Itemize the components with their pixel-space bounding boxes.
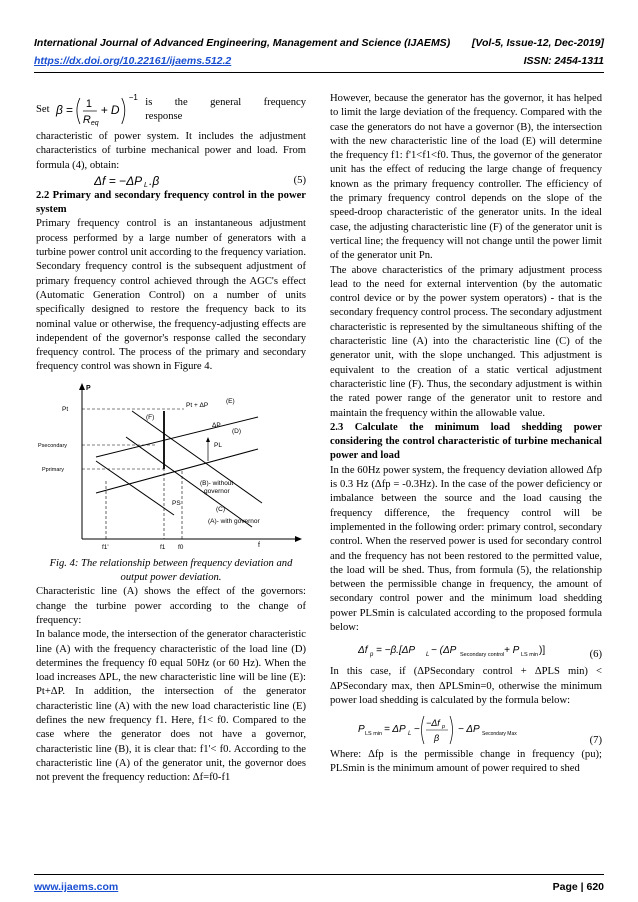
- beta-definition: [36, 92, 306, 128]
- eq6-number: (6): [589, 649, 602, 661]
- svg-text:−: −: [414, 724, 420, 736]
- svg-text:p: p: [442, 724, 446, 731]
- ptdp-label: Pt + ΔP: [186, 401, 209, 409]
- beta-formula: [50, 92, 140, 128]
- page-number: Page | 620: [552, 881, 604, 893]
- D-label: (D): [232, 427, 242, 435]
- svg-text:)]: )]: [539, 645, 546, 657]
- line-C: [132, 411, 262, 503]
- figure-caption: Fig. 4: The relationship between frequency deviation and output power deviation.: [49, 557, 293, 584]
- svg-text:− ΔP: − ΔP: [458, 724, 480, 736]
- svg-text:−1: −1: [128, 93, 138, 103]
- svg-text:L: L: [408, 731, 412, 738]
- PS-label: PS: [172, 499, 181, 507]
- svg-text:β: β: [55, 102, 63, 117]
- E-label: (E): [226, 397, 235, 405]
- header-rule: [34, 72, 604, 73]
- svg-text:+: +: [100, 102, 108, 117]
- doi-link[interactable]: https://dx.doi.org/10.22161/ijaems.512.2: [34, 55, 232, 67]
- B-label: (B)- without: [200, 479, 234, 487]
- paragraph: characteristic of power system. It includes the adjustment characteristics of turbine mechanical power and load. From formula (4), obtain:: [36, 131, 306, 171]
- eq7-formula: [358, 712, 518, 748]
- paragraph: In this case, if (ΔPSecondary control + ΔPLS min) < ΔPSecondary max, then ΔPLSmin=0, otherwise the minimum power load shedding is calculated by the formula below:: [330, 666, 602, 706]
- svg-text:L: L: [426, 652, 430, 659]
- eq5-formula: [94, 173, 164, 189]
- section-heading: 2.2 Primary and secondary frequency control in the power system: [36, 189, 306, 216]
- C-label: (C): [216, 505, 226, 513]
- pprimary-label: Pprimary: [42, 466, 65, 473]
- A-label: (A)- with governor: [208, 517, 260, 525]
- paragraph: Primary frequency control is an instantaneous adjustment process performed by a large number of generators with a turbine power control unit according to the frequency variation. Secondary frequency control is the subsequent adjustment of primary frequency control achieved through the AGC's effect (Automatic Generation Control) on a number of units specifically designed to restore the frequency back to its nominal value or otherwise, the frequency-adjusting effects are independent of the governor's response called the secondary frequency control. The process of the primary and secondary frequency control was shown in Figure 4.: [36, 218, 306, 373]
- svg-text:R: R: [82, 113, 91, 126]
- site-link[interactable]: www.ijaems.com: [34, 881, 119, 893]
- svg-text:Secondary Max: Secondary Max: [482, 731, 517, 738]
- B-label-2: governor: [204, 487, 230, 495]
- svg-text:Δf: Δf: [358, 645, 368, 657]
- right-column: [330, 92, 602, 777]
- svg-text:+ P: + P: [504, 645, 520, 657]
- PL-label: PL: [214, 441, 222, 449]
- paragraph: However, because the generator has the governor, it has helped to limit the large deviation of the frequency. Compared with the case the generators do not have a governor (B), the intersection with the new characteristic line of the load (E) will determine the frequency f1: f'1<f1<f0. Thus, the governor of the generator unit has the effect of reducing the large change of frequency known as the primary frequency controller. The efficiency of the primary frequency control depends on the slope of the speed-droop characteristic of the generator units. In the ideal case, the adjusting characteristic line (F) of the generator unit is vertical line; the frequency will not change until the power limit of the generator unit Pn.: [330, 93, 602, 262]
- equation-6: [330, 635, 602, 665]
- svg-text:L: L: [144, 181, 148, 189]
- set-text: is the general frequency response: [145, 96, 306, 122]
- f1p-label: f1': [102, 543, 109, 551]
- line-E: [96, 417, 258, 457]
- svg-text:Secondary control: Secondary control: [460, 652, 505, 659]
- svg-text:= −β.[ΔP: = −β.[ΔP: [376, 645, 416, 657]
- equation-7: [330, 708, 602, 748]
- svg-text:p: p: [370, 652, 374, 659]
- svg-text:P: P: [358, 724, 365, 736]
- svg-text:D: D: [110, 102, 120, 117]
- section-heading: 2.3 Calculate the minimum load shedding power considering the control characteristic of turbine mechanical power and load: [330, 421, 602, 462]
- svg-text:β: β: [434, 733, 440, 744]
- line-D: [96, 449, 258, 493]
- dP-label: ΔP: [212, 421, 221, 429]
- f1-label: f1: [160, 543, 166, 551]
- svg-text:− (ΔP: − (ΔP: [431, 645, 457, 657]
- equation-5: [36, 173, 306, 189]
- svg-text:=: =: [65, 102, 73, 117]
- eq5-number: (5): [293, 174, 306, 186]
- svg-text:Δf = −ΔP: Δf = −ΔP: [94, 173, 143, 188]
- pt-label: Pt: [62, 405, 69, 413]
- axis-p-label: P: [86, 384, 91, 392]
- paragraph: In balance mode, the intersection of the generator characteristic line (A) with the frequency characteristic of the load line (D) determines the frequency f0 equal 50Hz (or 60 Hz). When the load increases ΔPL, the new characteristic line will be line (E): Pt+ΔP. In addition, the intersection of the generator characteristic line (A) with the new load characteristic line (E) defines the new frequency f1. Here, f1< f0. Compared to the case where the generator does not have a governor, characteristic line (B), it is clear that: f1'< f0. According to the characteristic line (A) of the generator unit, the governor does not prevent the frequency reduction: Δf=f0-f1: [36, 629, 306, 784]
- svg-text:−Δf: −Δf: [426, 718, 440, 729]
- svg-text:= ΔP: = ΔP: [384, 724, 406, 736]
- f0-label: f0: [178, 543, 184, 551]
- svg-text:eq: eq: [90, 119, 99, 127]
- svg-text:LS min: LS min: [365, 731, 383, 738]
- paragraph: In the 60Hz power system, the frequency deviation allowed Δfp is 0.3 Hz (Δfp = -0.3Hz). In the case of the power deficiency or imbalance between the source and the load causing the frequency difference, the frequency control will be implemented in the following order: primary control, secondary control. When the reserved power is used for secondary control and the frequency has not been restored to the permitted value, the load will be shed. Thus, from formula (5), the relationship between the permissible change in frequency, the amount of secondary control power and the minimum load shedding power PLSmin is calculated according to the proposed formula below:: [330, 464, 602, 633]
- paragraph: The above characteristics of the primary adjustment process lead to the need for external intervention (by the automatic control device or by the power system operators) - that is the secondary frequency control process. The secondary adjustment characteristic is represented by the simultaneous shifting of the characteristic line (A) into the characteristic line (C) of the generator unit, with the slope unchanged. This adjustment is equivalent to the creation of a static vertical adjustment characteristic line (F). Thus, the secondary adjustment is within the rated power range of the generator unit to restore and maintain the frequency within the allowable value.: [330, 264, 602, 419]
- eq6-formula: [358, 640, 554, 660]
- eq7-number: (7): [589, 734, 602, 746]
- left-column: [36, 92, 306, 786]
- svg-text:LS min: LS min: [521, 652, 539, 659]
- svg-text:.β: .β: [149, 173, 160, 188]
- volume-info: [Vol-5, Issue-12, Dec-2019]: [471, 37, 604, 49]
- psecondary-label: Psecondary: [38, 442, 68, 449]
- figure-4: [36, 381, 306, 553]
- journal-title: International Journal of Advanced Engineering, Management and Science (IJAEMS): [34, 37, 451, 49]
- axis-f-label: f: [258, 541, 260, 549]
- issn: ISSN: 2454-1311: [523, 55, 604, 67]
- F-label: (F): [146, 413, 155, 421]
- set-word: Set: [36, 103, 50, 115]
- svg-text:1: 1: [85, 98, 92, 111]
- footer-rule: [34, 874, 604, 875]
- paragraph: Where: Δfp is the permissible change in frequency (pu); PLSmin is the minimum amount of power required to shed: [330, 749, 602, 775]
- paragraph: Characteristic line (A) shows the effect of the governors: change the turbine power according to the change of frequency:: [36, 586, 306, 626]
